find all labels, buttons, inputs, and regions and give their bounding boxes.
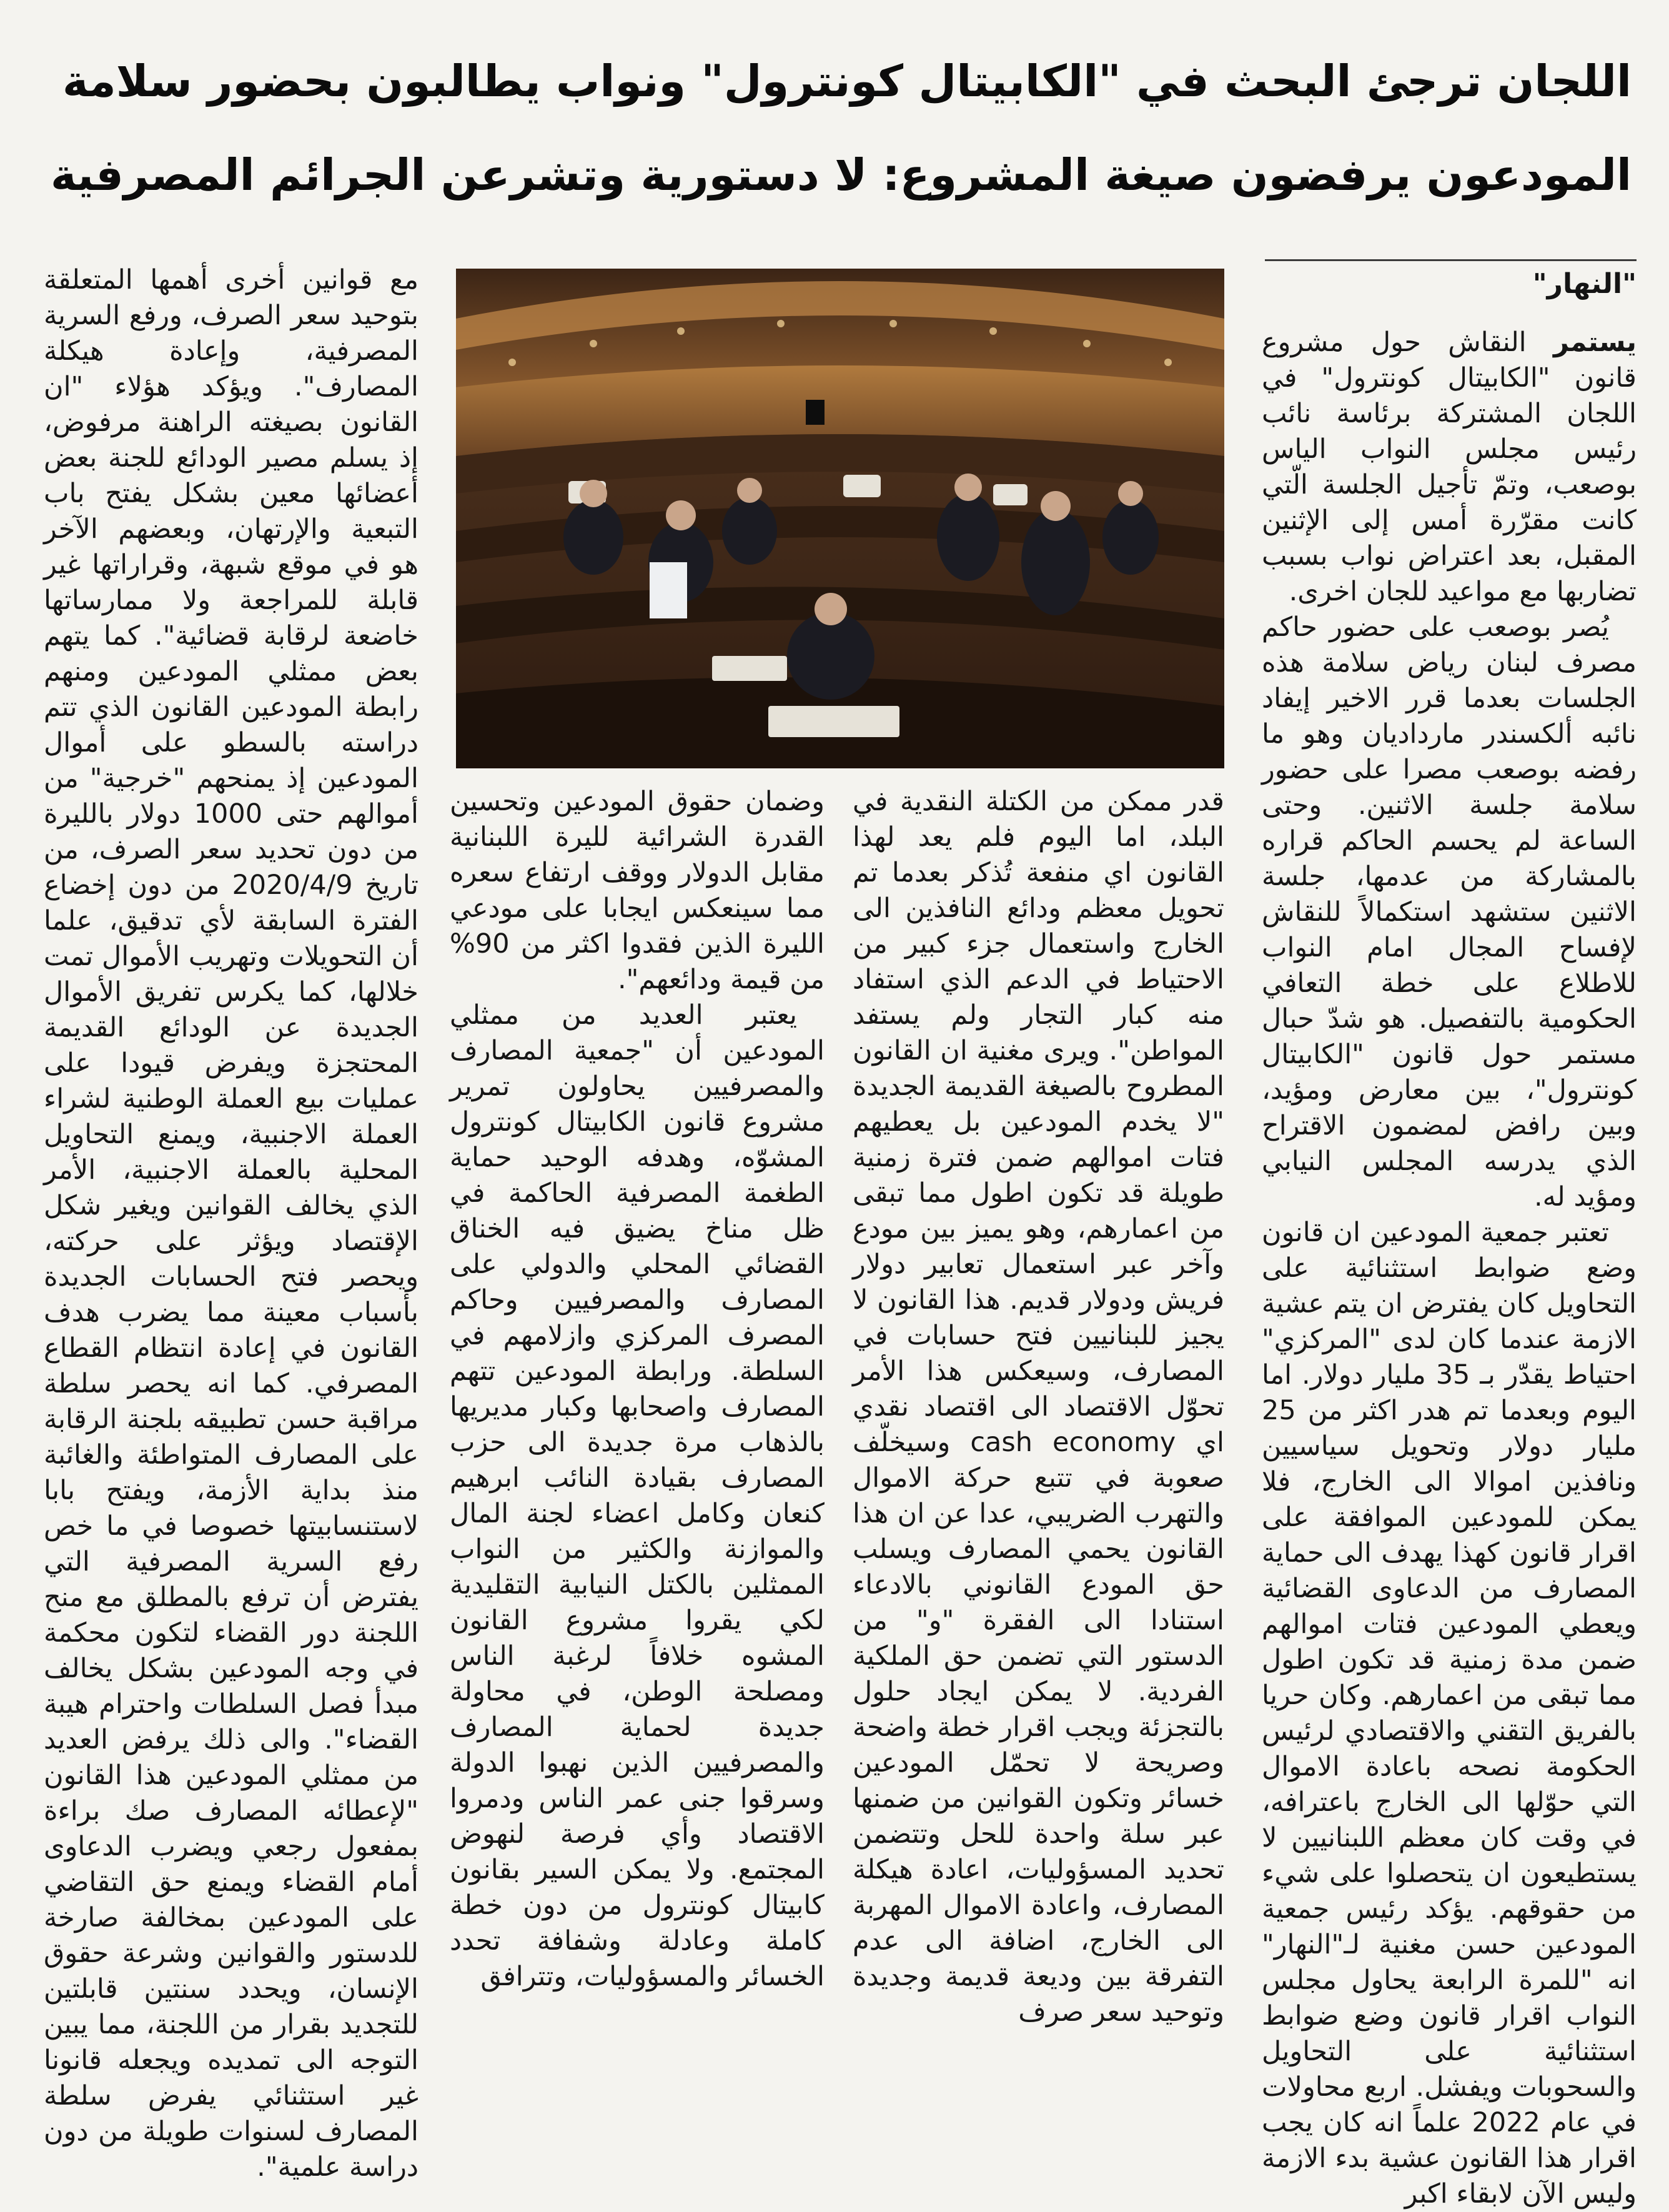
paragraph: تعتبر جمعية المودعين ان قانون وضع ضوابط استثنائية على التحاويل كان يفترض ان يتم عشية الازمة عندما كان لدى "المركزي" احتياط يقدّر بـ 35 مليار دولار. اما اليوم وبعدما تم هدر اكثر من 25 مليار دولار وتحويل سياسيين ونافذين اموالا الى الخارج، فلا يمكن للمودعين الموافقة على اقرار قانون كهذا يهدف الى حماية المصارف من الدعاوى القضائية ويعطي المودعين فتات اموالهم ضمن مدة زمنية قد تكون اطول مما تبقى من اعمارهم. وكان حريا بالفريق التقني والاقتصادي لرئيس الحكومة نصحه باعادة الاموال التي حوّلها الى الخارج باعترافه، في وقت كان معظم اللبنانيين لا يستطيعون ان يتحصلوا على شيء من حقوقهم. يؤكد رئيس جمعية المودعين حسن مغنية لـ"النهار" انه "للمرة الرابعة يحاول مجلس النواب اقرار قانون وضع ضوابط استثنائية على التحاويل والسحوبات ويفشل. اربع محاولات في عام 2022 علماً انه كان يجب اقرار هذا القانون عشية بدء الازمة وليس الآن لابقاء اكبر <box>1262 1217 1637 2210</box>
headline-line-2: المودعون يرفضون صيغة المشروع: لا دستورية وتشرعن الجرائم المصرفية <box>51 149 1632 201</box>
paragraph: مع قوانين أخرى أهمها المتعلقة بتوحيد سعر الصرف، ورفع السرية المصرفية، وإعادة هيكلة المصارف". ويؤكد هؤلاء "ان القانون بصيغته الراهنة مرفوض، إذ يسلم مصير الودائع للجنة بعض أعضائها معين بشكل يفتح باب التبعية والإرتهان، وبعضهم الآخر هو في موقع شبهة، وقراراتها غير قابلة للمراجعة ولا ممارساتها خاضعة لرقابة قضائية". كما يتهم بعض ممثلي المودعين ومنهم رابطة المودعين القانون الذي تتم دراسته بالسطو على أموال المودعين إذ يمنحهم "خرجية" من أموالهم حتى 1000 دولار بالليرة من دون تحديد سعر الصرف، من تاريخ 2020/4/9 من دون إخضاع الفترة السابقة لأي تدقيق، علما أن التحويلات وتهريب الأموال تمت خلالها، كما يكرس تفريق الأموال الجديدة عن الودائع القديمة المحتجزة ويفرض قيودا على عمليات بيع العملة الوطنية لشراء العملة الاجنبية، ويمنع التحاويل المحلية بالعملة الاجنبية، الأمر الذي يخالف القوانين ويغير شكل الإقتصاد ويؤثر على حركته، ويحصر فتح الحسابات الجديدة بأسباب معينة مما يضرب هدف القانون في إعادة انتظام القطاع المصرفي. كما انه يحصر سلطة مراقبة حسن تطبيقه بلجنة الرقابة على المصارف المتواطئة والغائبة منذ بداية الأزمة، ويفتح بابا لاستنسابيتها خصوصا في ما خص رفع السرية المصرفية التي يفترض أن ترفع بالمطلق مع منح اللجنة دور القضاء لتكون محكمة في وجه المودعين بشكل يخالف مبدأ فصل السلطات واحترام هيبة القضاء". والى ذلك يرفض العديد من ممثلي المودعين هذا القانون "لإعطائه المصارف صك براءة بمفعول رجعي ويضرب الدعاوى أمام القضاء ويمنع حق التقاضي على المودعين بمخالفة صارخة للدستور والقوانين وشرعة حقوق الإنسان، ويحدد سنتين قابلتين للتجديد بقرار من اللجنة، مما يبين التوجه الى تمديده ويجعله قانونا غير استثنائي يفرض سلطة المصارف لسنوات طويلة من دون دراسة علمية". <box>44 264 418 2183</box>
paragraph: يُصر بوصعب على حضور حاكم مصرف لبنان رياض سلامة هذه الجلسات بعدما قرر الاخير إيفاد نائبه ألكسندر مارداديان وهو ما رفضه بوصعب مصرا على حضور سلامة جلسة الاثنين. وحتى الساعة لم يحسم الحاكم قراره بالمشاركة من عدمها، جلسة الاثنين ستشهد استكمالاً للنقاش لإفساح المجال امام النواب للاطلاع على خطة التعافي الحكومية بالتفصيل. هو شدّ حبال مستمر حول قانون "الكابيتال كونترول"، بين معارض ومؤيد، وبين رافض لمضمون الاقتراح الذي يدرسه المجلس النيابي ومؤيد له. <box>1262 612 1637 1213</box>
headline-line-1: اللجان ترجئ البحث في "الكابيتال كونترول" ونواب يطالبون بحضور سلامة <box>62 56 1632 107</box>
paragraph: وضمان حقوق المودعين وتحسين القدرة الشرائية لليرة اللبنانية مقابل الدولار ووقف ارتفاع سعره مما سينعكس ايجابا على مودعي الليرة الذين فقدوا اكثر من 90% من قيمة ودائعهم". <box>450 786 825 995</box>
article-column-4 <box>44 262 418 2183</box>
article-column-2 <box>853 784 1224 2028</box>
parliament-session-photo <box>456 269 1224 768</box>
paragraph: يعتبر العديد من ممثلي المودعين أن "جمعية المصارف والمصرفيين يحاولون تمرير مشروع قانون الكابيتال كونترول المشوّه، وهدفه الوحيد حماية الطغمة المصرفية الحاكمة في ظل مناخ يضيق فيه الخناق القضائي المحلي والدولي على المصارف والمصرفيين وحاكم المصرف المركزي وازلامهم في السلطة. ورابطة المودعين تتهم المصارف واصحابها وكبار مديريها بالذهاب مرة جديدة الى حزب المصارف بقيادة النائب ابرهيم كنعان وكامل اعضاء لجنة المال والموازنة والكثير من النواب الممثلين بالكتل النيابية التقليدية لكي يقروا مشروع القانون المشوه خلافاً لرغبة الناس ومصلحة الوطن، في محاولة جديدة لحماية المصارف والمصرفيين الذين نهبوا الدولة وسرقوا جنى عمر الناس ودمروا الاقتصاد وأي فرصة لنهوض المجتمع. ولا يمكن السير بقانون كابيتال كونترول من دون خطة كاملة وعادلة وشفافة تحدد الخسائر والمسؤوليات، وتترافق <box>450 999 825 1992</box>
paragraph <box>1262 325 1637 610</box>
article-column-1 <box>1262 325 1637 2210</box>
article-column-3 <box>450 784 825 1992</box>
source-credit: "النهار" <box>1532 268 1637 300</box>
paragraph: قدر ممكن من الكتلة النقدية في البلد، اما اليوم فلم يعد لهذا القانون اي منفعة تُذكر بعدما تم تحويل معظم ودائع النافذين الى الخارج واستعمال جزء كبير من الاحتياط في الدعم الذي استفاد منه كبار التجار ولم يستفد المواطن". ويرى مغنية ان القانون المطروح بالصيغة القديمة الجديدة "لا يخدم المودعين بل يعطيهم فتات اموالهم ضمن فترة زمنية طويلة قد تكون اطول مما تبقى من اعمارهم، وهو يميز بين مودع وآخر عبر استعمال تعابير دولار فريش ودولار قديم. هذا القانون لا يجيز للبنانيين فتح حسابات في المصارف، وسيعكس هذا الأمر تحوّل الاقتصاد الى اقتصاد نقدي اي cash economy وسيخلّف صعوبة في تتبع حركة الاموال والتهرب الضريبي، عدا عن ان هذا القانون يحمي المصارف ويسلب حق المودع القانوني بالادعاء استنادا الى الفقرة "و" من الدستور التي تضمن حق الملكية الفردية. لا يمكن ايجاد حلول بالتجزئة ويجب اقرار خطة واضحة وصريحة لا تحمّل المودعين خسائر وتكون القوانين من ضمنها عبر سلة واحدة للحل وتتضمن تحديد المسؤوليات، اعادة هيكلة المصارف، واعادة الاموال المهربة الى الخارج، اضافة الى عدم التفرقة بين وديعة قديمة وجديدة وتوحيد سعر صرف <box>853 786 1224 2028</box>
source-rule <box>1265 259 1637 261</box>
lead-word: يستمر <box>1553 327 1637 358</box>
paragraph-text: النقاش حول مشروع قانون "الكابيتال كونترول" في اللجان المشتركة برئاسة نائب رئيس مجلس النواب الياس بوصعب، وتمّ تأجيل الجلسة الّتي كانت مقرّرة أمس إلى الإثنين المقبل، بعد اعتراض نواب بسبب تضاربها مع مواعيد للجان اخرى. <box>1262 327 1637 607</box>
